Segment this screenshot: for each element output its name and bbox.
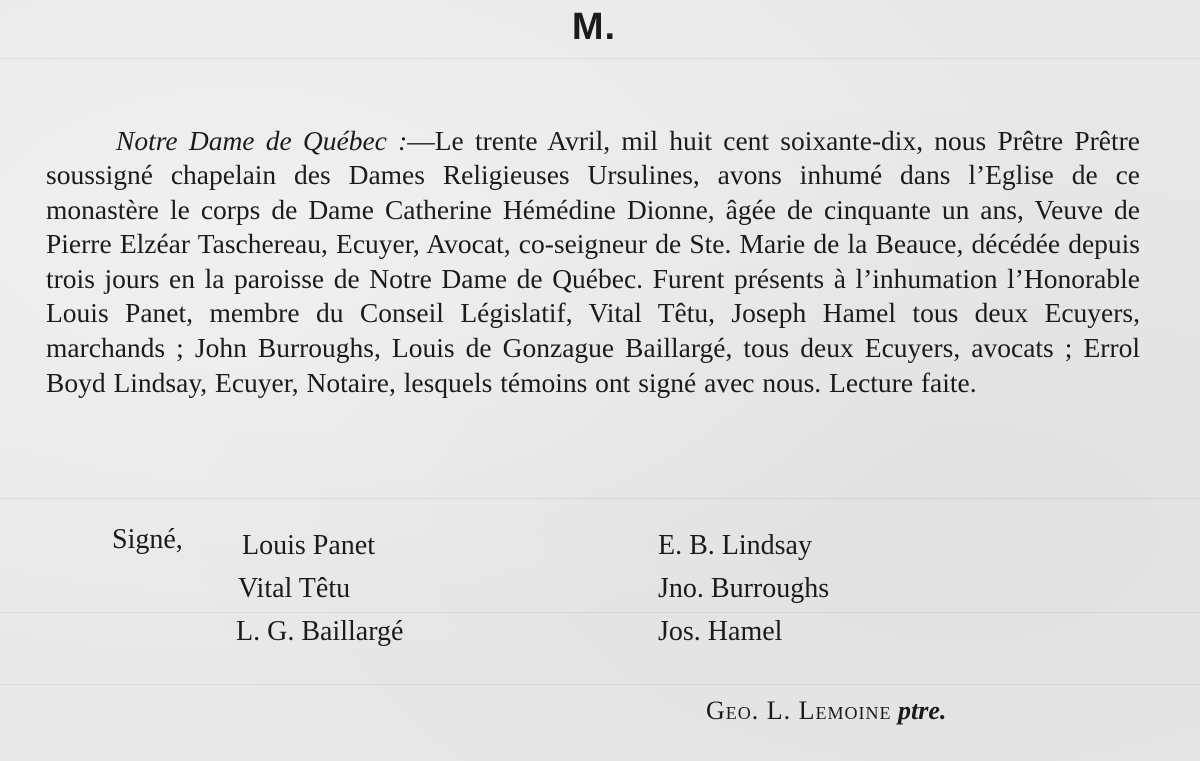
place-name: Notre Dame de Québec :: [116, 124, 408, 156]
signed-label: Signé,: [112, 524, 183, 555]
signature-name: Louis Panet: [242, 530, 375, 561]
signature-name: L. G. Baillargé: [236, 616, 404, 647]
signature-name: Vital Têtu: [238, 573, 351, 604]
priest-surname: Lemoine: [798, 696, 892, 725]
priest-signature: [706, 696, 946, 726]
scan-artifact: [0, 498, 1200, 499]
record-text: —Le trente Avril, mil huit cent soixante-dix, nous Prêtre Prêtre soussigné chapelain des Dames Religieuses Ursulines, avons inhumé dans l’Eglise de ce monastère le corps de Dame Catherine Hémédine Dionne, âgée de cinquante un ans, Veuve de Pierre Elzéar Taschereau, Ecuyer, Avocat, co-seigneur de Ste. Marie de la Beauce, décédée depuis trois jours en la paroisse de Notre Dame de Québec. Furent présents à l’inhumation l’Honorable Louis Panet, membre du Conseil Législatif, Vital Têtu, Joseph Hamel tous deux Ecuyers, marchands ; John Burroughs, Louis de Gonzague Baillargé, tous deux Ecuyers, avocats ; Errol Boyd Lindsay, Ecuyer, Notaire, lesquels témoins ont signé avec nous. Lecture faite.: [46, 124, 1140, 398]
section-letter-heading: M.: [571, 6, 617, 48]
priest-title: ptre.: [898, 696, 947, 725]
scan-artifact: [0, 612, 1200, 613]
signature-name: E. B. Lindsay: [658, 530, 812, 561]
priest-initials: Geo. L.: [706, 696, 799, 725]
signature-name: Jos. Hamel: [658, 616, 783, 647]
signatures-left-column: [236, 524, 403, 653]
signature-name: Jno. Burroughs: [658, 573, 830, 604]
burial-record-paragraph: [46, 124, 1140, 401]
scan-artifact: [0, 58, 1200, 59]
scan-artifact: [0, 684, 1200, 685]
signatures-right-column: [658, 524, 829, 653]
